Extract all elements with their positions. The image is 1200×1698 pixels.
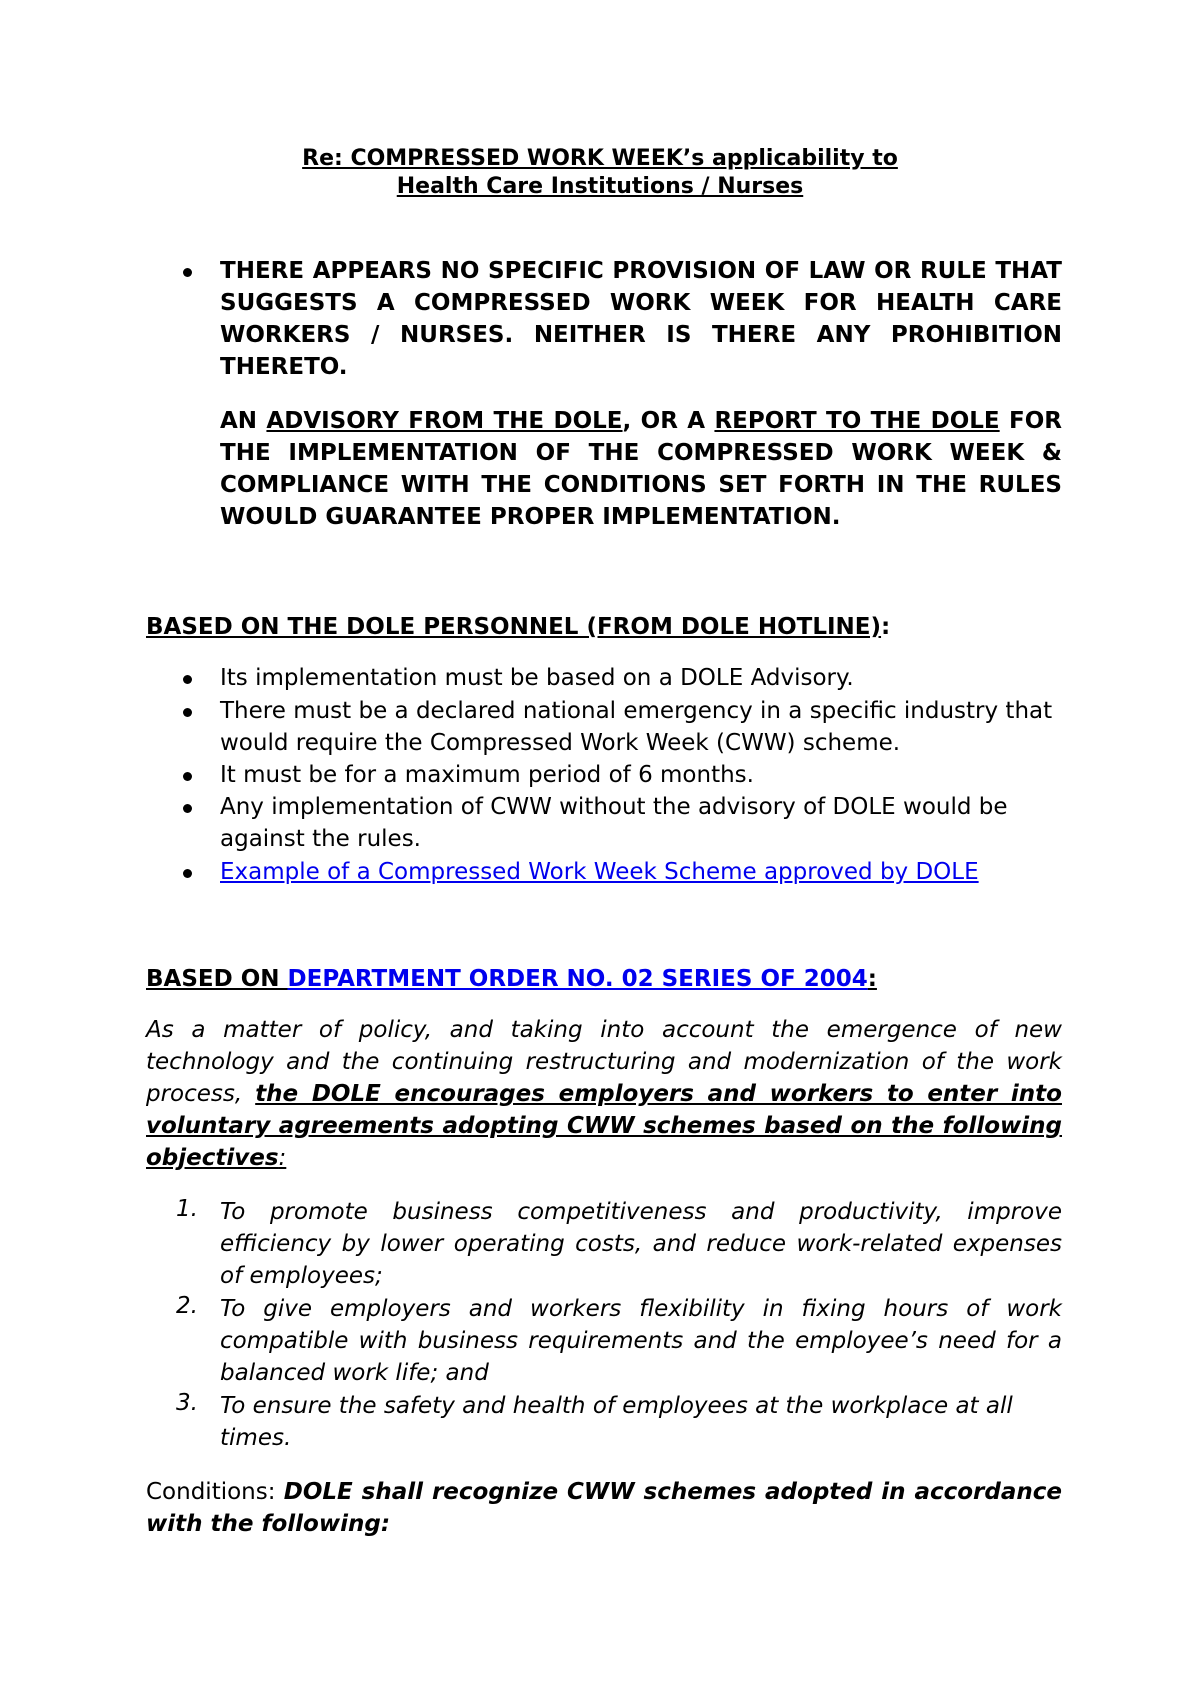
bullet-icon	[183, 708, 192, 717]
objective-number: 3.	[176, 1390, 198, 1416]
document-title	[0, 145, 1200, 201]
conditions-paragraph	[146, 1476, 1062, 1540]
report-link-text: REPORT TO THE DOLE	[714, 408, 1000, 434]
intro-p2-pre: AN	[220, 408, 267, 434]
intro-p2-post: FOR THE IMPLEMENTATION OF THE COMPRESSED WORK WEEK & COMPLIANCE WITH THE CONDITIONS SET FORTH IN THE RULES WOULD GUARANTEE PROPER IMPLEMENTATION.	[220, 408, 1062, 530]
title-line-1: Re: COMPRESSED WORK WEEK’s applicability to	[302, 146, 898, 171]
intro-p2-mid: , OR A	[622, 408, 715, 434]
policy-colon: :	[278, 1145, 287, 1171]
list-item: It must be for a maximum period of 6 months.	[220, 762, 754, 788]
section1-heading-colon: :	[881, 614, 891, 640]
section2-heading	[146, 963, 877, 995]
list-item	[220, 856, 1062, 888]
department-order-link[interactable]: DEPARTMENT ORDER NO. 02 SERIES OF 2004	[287, 966, 868, 992]
conditions-text: DOLE shall recognize CWW schemes adopted in accordance with the following:	[146, 1479, 1062, 1537]
bullet-icon	[183, 772, 192, 781]
bullet-icon	[183, 869, 192, 878]
objective-item: To ensure the safety and health of employees at the workplace at all times.	[220, 1393, 1013, 1451]
objective-item: To give employers and workers flexibility in fixing hours of work compatible with business requirements and the employee’s need for a balanced work life; and	[220, 1296, 1062, 1386]
list-item: Any implementation of CWW without the advisory of DOLE would be against the rules.	[220, 794, 1008, 852]
section2-heading-post: :	[867, 966, 877, 992]
list-item: Its implementation must be based on a DOLE Advisory.	[220, 665, 854, 691]
objective-number: 2.	[176, 1293, 198, 1319]
section2-heading-pre: BASED ON	[146, 966, 288, 992]
policy-text: As a matter of policy, and taking into account the emergence of new technology and the continuing restructuring and modernization of the work process,	[146, 1017, 1062, 1107]
bullet-icon	[183, 675, 192, 684]
list-item: There must be a declared national emergency in a specific industry that would require the Compressed Work Week (CWW) scheme.	[220, 698, 1053, 756]
conditions-label: Conditions:	[146, 1479, 284, 1505]
section1-heading-text: BASED ON THE DOLE PERSONNEL (FROM DOLE HOTLINE)	[146, 614, 882, 640]
policy-paragraph	[146, 1014, 1062, 1174]
advisory-link-text: ADVISORY FROM THE DOLE	[266, 408, 623, 434]
section1-heading	[146, 611, 890, 643]
example-cww-link[interactable]: Example of a Compressed Work Week Scheme approved by DOLE	[220, 859, 979, 885]
intro-paragraph-2	[220, 405, 1062, 533]
policy-bold-text: the DOLE encourages employers and workers to enter into voluntary agreements adopting CWW schemes based on the following objectives	[146, 1081, 1062, 1171]
title-line-2: Health Care Institutions / Nurses	[396, 174, 804, 199]
bullet-icon	[183, 804, 192, 813]
objective-item: To promote business competitiveness and productivity, improve efficiency by lower operating costs, and reduce work-related expenses of employees;	[220, 1199, 1062, 1289]
intro-paragraph-1: THERE APPEARS NO SPECIFIC PROVISION OF LAW OR RULE THAT SUGGESTS A COMPRESSED WORK WEEK FOR HEALTH CARE WORKERS / NURSES. NEITHER IS THERE ANY PROHIBITION THERETO.	[220, 258, 1062, 380]
objective-number: 1.	[176, 1196, 198, 1222]
bullet-icon	[183, 268, 192, 277]
